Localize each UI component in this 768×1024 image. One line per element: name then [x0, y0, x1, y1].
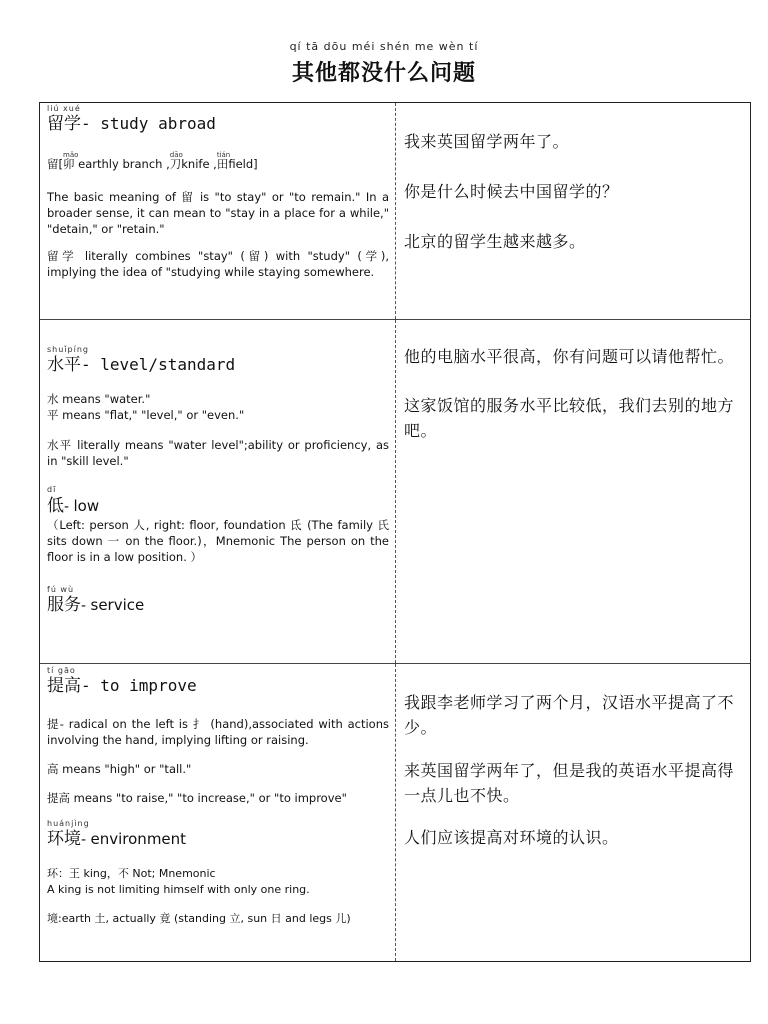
component-tian	[216, 151, 231, 172]
fuwu-dash: -	[81, 598, 91, 614]
huanjing-note-ring: 环：王 king，不 Not; Mnemonic	[47, 867, 216, 880]
di-dash: -	[64, 499, 74, 515]
huanjing-english: environment	[90, 830, 187, 848]
sentence: 来英国留学两年了，但是我的英语水平提高得一点儿也不快。	[404, 761, 735, 805]
component-mao	[63, 151, 79, 172]
huanjing-hanzi: 环境	[47, 829, 81, 849]
fuwu-english: service	[90, 596, 145, 614]
tigao-english: to improve	[100, 676, 197, 695]
component-dao-char: 刀	[169, 157, 182, 171]
sentence: 我跟李老师学习了两个月，汉语水平提高了不少。	[404, 693, 735, 737]
tigao-pinyin: tí gāo	[47, 666, 76, 675]
fuwu-pinyin: fú wù	[47, 585, 75, 594]
liuxue-note-literal: 留学 literally combines "stay" (留) with "study" (学), implying the idea of "studying while staying somewhere.	[47, 249, 389, 279]
table-row-tigao	[40, 663, 750, 961]
title-pinyin: qí tā dōu méi shén me wèn tí	[289, 40, 479, 53]
shuiping-note-literal: 水平 literally means "water level";ability or proficiency, as in "skill level."	[47, 438, 389, 468]
shuiping-pinyin: shuǐpíng	[47, 345, 89, 354]
di-note: （Left: person 人, right: floor, foundation 氐 (The family 氏 sits down 一 on the floor.)，Mnemonic The person on the floor is in a low position. ）	[47, 518, 389, 564]
table-row-shuiping	[40, 319, 750, 663]
shuiping-hanzi: 水平	[47, 355, 81, 375]
vocab-cell-shuiping	[40, 320, 396, 663]
sentence: 他的电脑水平很高，你有问题可以请他帮忙。	[404, 347, 735, 366]
component-mao-pinyin: mǎo	[63, 151, 79, 159]
sentence: 北京的留学生越来越多。	[404, 232, 586, 251]
huanjing-note-jing: 境:earth 土, actually 竟 (standing 立, sun 日 and legs 儿)	[47, 912, 351, 925]
huanjing-term	[47, 829, 389, 850]
component-tian-pinyin: tián	[216, 151, 231, 159]
tigao-note-raise: 提高 means "to raise," "to increase," or "to improve"	[47, 791, 347, 805]
shuiping-english: level/standard	[100, 355, 236, 374]
liuxue-note-meaning: The basic meaning of 留 is "to stay" or "to remain." In a broader sense, it can mean to "stay in a place for a while," "detain," or "retain."	[47, 190, 389, 236]
liuxue-pinyin: liú xué	[47, 104, 81, 113]
di-term	[47, 496, 389, 517]
sentence: 这家饭馆的服务水平比较低，我们去别的地方吧。	[404, 396, 735, 440]
component-dao-pinyin: dāo	[169, 151, 183, 159]
page-header	[0, 40, 768, 87]
liuxue-dash: -	[81, 114, 101, 133]
sentences-cell-liuxue	[396, 103, 750, 319]
shuiping-term	[47, 355, 389, 375]
tigao-term	[47, 676, 389, 696]
di-english: low	[73, 497, 100, 515]
fuwu-term	[47, 595, 389, 616]
shuiping-note-flat: 平 means "flat," "level," or "even."	[47, 408, 245, 422]
liuxue-hanzi: 留学	[47, 114, 81, 134]
liuxue-english: study abroad	[100, 114, 216, 133]
sentence: 你是什么时候去中国留学的？	[404, 182, 619, 201]
component-dao-meaning: knife ,	[181, 157, 217, 171]
liuxue-components-prefix: 留[	[47, 157, 63, 171]
liuxue-components	[47, 151, 389, 172]
liuxue-term	[47, 114, 389, 134]
component-tian-char: 田	[216, 157, 229, 171]
huanjing-pinyin: huánjìng	[47, 819, 90, 828]
component-tian-meaning: field]	[228, 157, 258, 171]
shuiping-dash: -	[81, 355, 101, 374]
vocab-cell-liuxue	[40, 103, 396, 319]
di-pinyin: dī	[47, 485, 57, 494]
huanjing-note-mnemonic: A king is not limiting himself with only one ring.	[47, 883, 310, 896]
tigao-note-radical: 提- radical on the left is 扌 (hand),associated with actions involving the hand, implying lifting or raising.	[47, 717, 389, 747]
tigao-note-high: 高 means "high" or "tall."	[47, 762, 192, 776]
component-dao	[169, 151, 183, 172]
table-row-liuxue	[40, 103, 750, 319]
component-mao-meaning: earthly branch ,	[74, 157, 170, 171]
vocabulary-table	[39, 102, 751, 962]
vocab-cell-tigao	[40, 664, 396, 961]
page-title: 其他都没什么问题	[291, 61, 476, 86]
sentences-cell-tigao	[396, 664, 750, 961]
tigao-dash: -	[81, 676, 101, 695]
shuiping-note-water: 水 means "water."	[47, 392, 151, 406]
component-mao-char: 卯	[63, 157, 75, 171]
fuwu-hanzi: 服务	[47, 595, 81, 615]
sentence: 人们应该提高对环境的认识。	[404, 828, 619, 847]
huanjing-dash: -	[81, 832, 91, 848]
sentences-cell-shuiping	[396, 320, 750, 663]
tigao-hanzi: 提高	[47, 676, 81, 696]
sentence: 我来英国留学两年了。	[404, 132, 570, 151]
di-hanzi: 低	[47, 496, 64, 516]
